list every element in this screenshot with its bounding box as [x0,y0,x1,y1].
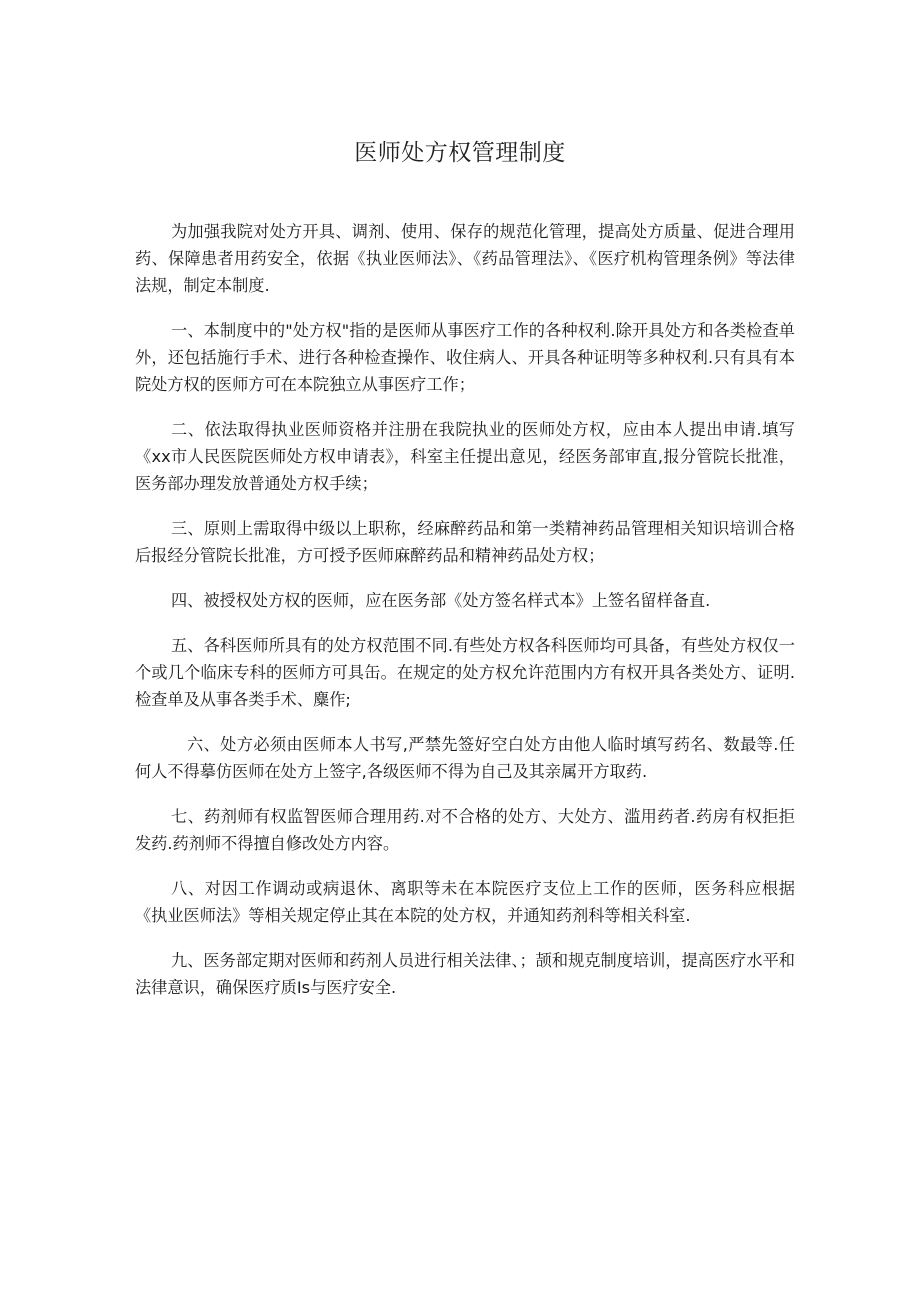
clause-9-paragraph: 九、医务部定期对医师和药剂人员进行相关法律、；颉和规克制度培训，提高医疗水平和法律意识，确保医疗质Is与医疗安全. [135,951,795,997]
intro-paragraph: 为加强我院对处方开具、调剂、使用、保存的规范化管理，提高处方质量、促进合理用药、保障患者用药安全，依据《执业医师法》、《药品管理法》、《医疗机构管理条例》等法律法规，制定本制度. [135,222,795,295]
clause-8-paragraph: 八、对因工作调动或病退休、离职等未在本院医疗支位上工作的医师，医务科应根据《执业医师法》等相关规定停止其在本院的处方权，并通知药剂科等相关科室. [135,879,795,925]
document-body [135,218,795,1019]
clause-3-paragraph: 三、原则上需取得中级以上职称，经麻醉药品和第一类精神药品管理相关知识培训合格后报经分管院长批准，方可授予医师麻醉药品和精神药品处方权； [135,519,795,565]
clause-5-paragraph: 五、各科医师所具有的处方权范围不同.有些处方权各科医师均可具备，有些处方权仅一个或几个临床专科的医师方可具缶。在规定的处方权允许范围内方有权开具各类处方、证明.检查单及从事各类手术、麋作; [135,636,795,709]
document-title: 医师处方权管理制度 [354,140,566,166]
clause-6-paragraph: 六、处方必须由医师本人书写,严禁先签好空白处方由他人临时填写药名、数最等.任何人不得摹仿医师在处方上签字,各级医师不得为自己及其亲属开方取药. [135,735,795,781]
clause-4-paragraph: 四、被授权处方权的医师，应在医务部《处方签名样式本》上签名留样备直. [171,591,711,610]
clause-1-paragraph: 一、本制度中的"处方权"指的是医师从事医疗工作的各种权利.除开具处方和各类检查单外，还包括施行手术、进行各种检查操作、收住病人、开具各种证明等多种权利.只有具有本院处方权的医师方可在本院独立从事医疗工作； [135,321,795,394]
clause-7-paragraph: 七、药剂师有权监智医师合理用药.对不合格的处方、大处方、滥用药者.药房有权拒拒发药.药剂师不得擅自修改处方内容。 [135,807,795,853]
clause-2-paragraph: 二、依法取得执业医师资格并注册在我院执业的医师处方权，应由本人提出申请.填写《xx市人民医院医师处方权申请表》，科室主任提出意见，经医务部审直,报分管院长批准，医务部办理发放普通处方权手续； [135,420,795,493]
